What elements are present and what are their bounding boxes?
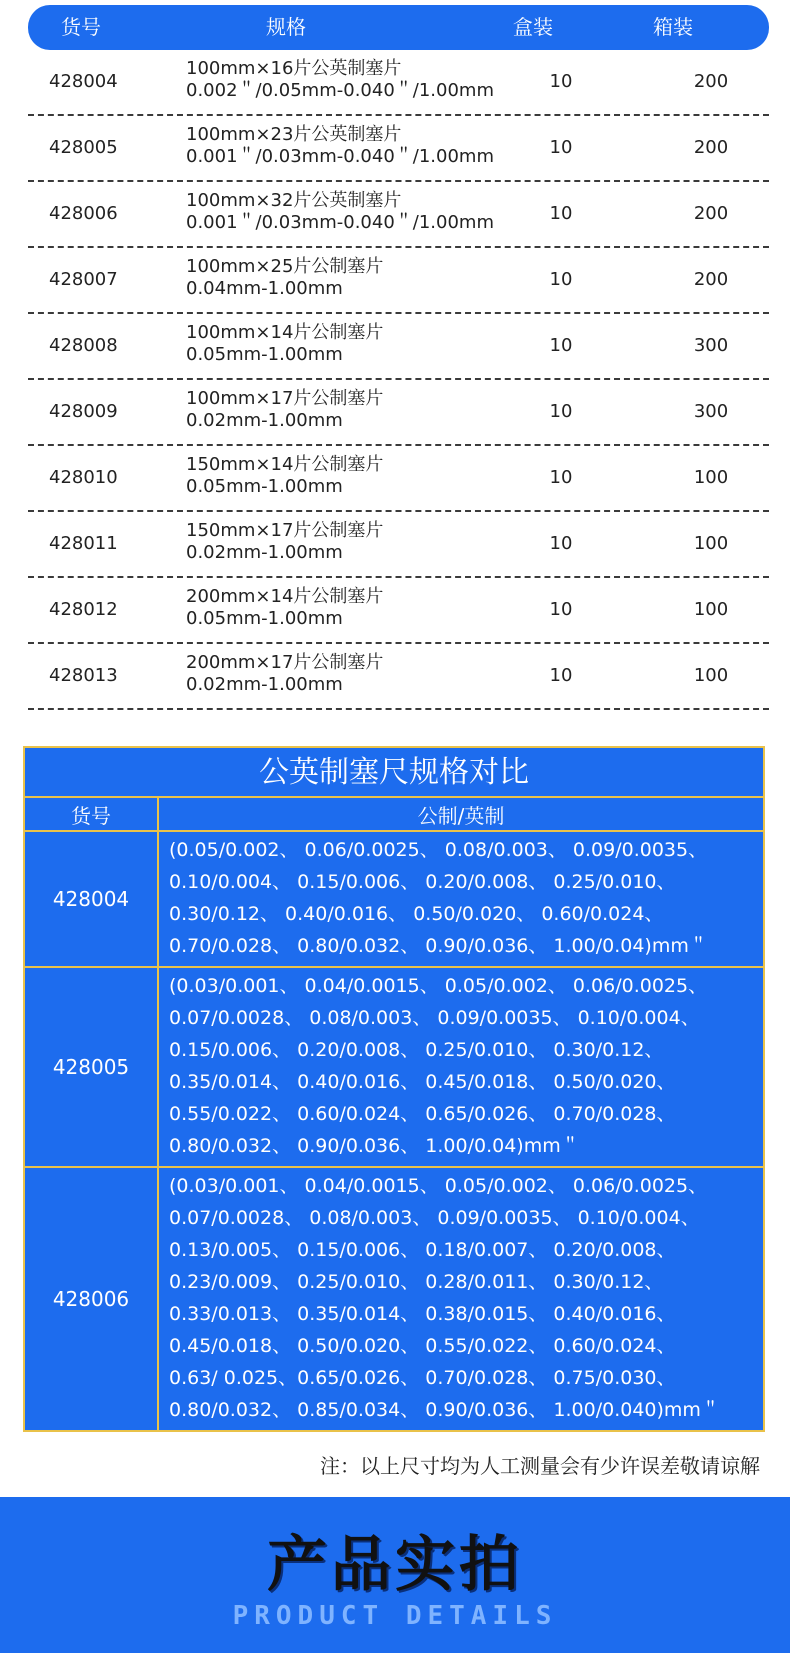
spec-line-2: 0.002＂/0.05mm-0.040＂/1.00mm: [186, 80, 494, 101]
comparison-table: [23, 746, 765, 1432]
spec-line-1: 100mm×14片公制塞片: [186, 322, 384, 343]
spec-line-1: 200mm×17片公制塞片: [186, 652, 384, 673]
spec-line-2: 0.05mm-1.00mm: [186, 476, 343, 497]
row-box-qty: 10: [549, 599, 573, 620]
row-code: 428005: [49, 137, 118, 158]
spec-table-header: [28, 5, 769, 50]
comparison-row-code: 428004: [25, 832, 159, 966]
spec-line-2: 0.05mm-1.00mm: [186, 608, 343, 629]
row-box-qty: 10: [549, 269, 573, 290]
value-line: (0.05/0.002、 0.06/0.0025、 0.08/0.003、 0.09/0.0035、: [169, 839, 708, 861]
spec-line-1: 150mm×17片公制塞片: [186, 520, 384, 541]
comparison-header-values: 公制/英制: [417, 803, 505, 828]
row-spec: [186, 586, 383, 630]
spec-line-1: 150mm×14片公制塞片: [186, 454, 384, 475]
row-box-qty: 10: [549, 401, 573, 422]
table-row: [28, 578, 769, 644]
row-carton-qty: 100: [693, 467, 729, 488]
value-line: 0.13/0.005、 0.15/0.006、 0.18/0.007、 0.20/0.008、: [169, 1239, 676, 1261]
row-box-qty: 10: [549, 665, 573, 686]
value-line: 0.45/0.018、 0.50/0.020、 0.55/0.022、 0.60/0.024、: [169, 1335, 676, 1357]
row-carton-qty: 200: [693, 269, 729, 290]
comparison-row: [25, 968, 763, 1168]
spec-line-1: 100mm×25片公制塞片: [186, 256, 384, 277]
comparison-row-values: [159, 968, 763, 1166]
row-box-qty: 10: [549, 467, 573, 488]
comparison-row: [25, 1168, 763, 1430]
value-line: 0.07/0.0028、 0.08/0.003、 0.09/0.0035、 0.10/0.004、: [169, 1207, 700, 1229]
row-code: 428008: [49, 335, 118, 356]
row-code: 428004: [49, 71, 118, 92]
banner-title-en: PRODUCT DETAILS: [232, 1601, 558, 1631]
value-line: 0.80/0.032、 0.90/0.036、 1.00/0.04)mm＂: [169, 1135, 580, 1157]
value-line: 0.23/0.009、 0.25/0.010、 0.28/0.011、 0.30/0.12、: [169, 1271, 664, 1293]
value-line: 0.35/0.014、 0.40/0.016、 0.45/0.018、 0.50/0.020、: [169, 1071, 676, 1093]
row-box-qty: 10: [549, 71, 573, 92]
comparison-row: [25, 832, 763, 968]
value-line: 0.33/0.013、 0.35/0.014、 0.38/0.015、 0.40/0.016、: [169, 1303, 676, 1325]
spec-table-body: [28, 50, 769, 710]
table-row: [28, 380, 769, 446]
row-code: 428012: [49, 599, 118, 620]
table-row: [28, 248, 769, 314]
table-row: [28, 644, 769, 710]
value-line: 0.63/ 0.025、0.65/0.026、 0.70/0.028、 0.75/0.030、: [169, 1367, 676, 1389]
row-spec: [186, 520, 383, 564]
table-row: [28, 182, 769, 248]
row-spec: [186, 388, 383, 432]
spec-line-2: 0.02mm-1.00mm: [186, 542, 343, 563]
header-spec: 规格: [266, 15, 306, 39]
header-box: 盒装: [513, 15, 553, 39]
comparison-row-code: 428006: [25, 1168, 159, 1430]
row-carton-qty: 200: [693, 137, 729, 158]
row-carton-qty: 200: [693, 203, 729, 224]
table-row: [28, 116, 769, 182]
value-line: 0.70/0.028、 0.80/0.032、 0.90/0.036、 1.00/0.04)mm＂: [169, 935, 708, 957]
measurement-note: 注：以上尺寸均为人工测量会有少许误差敬请谅解: [320, 1454, 760, 1478]
value-line: 0.30/0.12、 0.40/0.016、 0.50/0.020、 0.60/0.024、: [169, 903, 664, 925]
spec-line-1: 200mm×14片公制塞片: [186, 586, 384, 607]
row-code: 428013: [49, 665, 118, 686]
comparison-row-values: [159, 832, 763, 966]
row-code: 428009: [49, 401, 118, 422]
row-carton-qty: 300: [693, 335, 729, 356]
header-code: 货号: [61, 15, 101, 39]
comparison-title: 公英制塞尺规格对比: [25, 748, 763, 798]
table-row: [28, 314, 769, 380]
comparison-header-row: [25, 798, 763, 832]
spec-line-1: 100mm×16片公英制塞片: [186, 58, 402, 79]
spec-line-2: 0.02mm-1.00mm: [186, 674, 343, 695]
header-carton: 箱装: [653, 15, 693, 39]
row-spec: [186, 256, 383, 300]
value-line: 0.15/0.006、 0.20/0.008、 0.25/0.010、 0.30/0.12、: [169, 1039, 664, 1061]
banner-title-cn: 产品实拍: [267, 1530, 523, 1600]
value-line: (0.03/0.001、 0.04/0.0015、 0.05/0.002、 0.06/0.0025、: [169, 1175, 708, 1197]
row-carton-qty: 200: [693, 71, 729, 92]
comparison-header-code: 货号: [25, 798, 159, 830]
table-row: [28, 50, 769, 116]
row-box-qty: 10: [549, 533, 573, 554]
table-row: [28, 446, 769, 512]
spec-line-2: 0.001＂/0.03mm-0.040＂/1.00mm: [186, 212, 494, 233]
row-carton-qty: 100: [693, 533, 729, 554]
comparison-row-code: 428005: [25, 968, 159, 1166]
row-spec: [186, 322, 383, 366]
row-spec: [186, 124, 494, 168]
row-spec: [186, 454, 383, 498]
row-code: 428011: [49, 533, 118, 554]
product-details-banner: [0, 1497, 790, 1653]
row-box-qty: 10: [549, 335, 573, 356]
value-line: 0.55/0.022、 0.60/0.024、 0.65/0.026、 0.70/0.028、: [169, 1103, 676, 1125]
spec-line-1: 100mm×17片公制塞片: [186, 388, 384, 409]
value-line: 0.10/0.004、 0.15/0.006、 0.20/0.008、 0.25/0.010、: [169, 871, 676, 893]
row-spec: [186, 652, 383, 696]
row-carton-qty: 300: [693, 401, 729, 422]
row-box-qty: 10: [549, 137, 573, 158]
spec-line-2: 0.001＂/0.03mm-0.040＂/1.00mm: [186, 146, 494, 167]
row-code: 428010: [49, 467, 118, 488]
row-carton-qty: 100: [693, 665, 729, 686]
value-line: (0.03/0.001、 0.04/0.0015、 0.05/0.002、 0.06/0.0025、: [169, 975, 708, 997]
value-line: 0.07/0.0028、 0.08/0.003、 0.09/0.0035、 0.10/0.004、: [169, 1007, 700, 1029]
row-code: 428006: [49, 203, 118, 224]
table-row: [28, 512, 769, 578]
spec-line-1: 100mm×32片公英制塞片: [186, 190, 402, 211]
row-spec: [186, 58, 494, 102]
spec-line-2: 0.04mm-1.00mm: [186, 278, 343, 299]
row-carton-qty: 100: [693, 599, 729, 620]
row-box-qty: 10: [549, 203, 573, 224]
value-line: 0.80/0.032、 0.85/0.034、 0.90/0.036、 1.00/0.040)mm＂: [169, 1399, 720, 1421]
row-code: 428007: [49, 269, 118, 290]
comparison-row-values: [159, 1168, 763, 1430]
spec-line-2: 0.05mm-1.00mm: [186, 344, 343, 365]
spec-line-1: 100mm×23片公英制塞片: [186, 124, 402, 145]
row-spec: [186, 190, 494, 234]
spec-line-2: 0.02mm-1.00mm: [186, 410, 343, 431]
